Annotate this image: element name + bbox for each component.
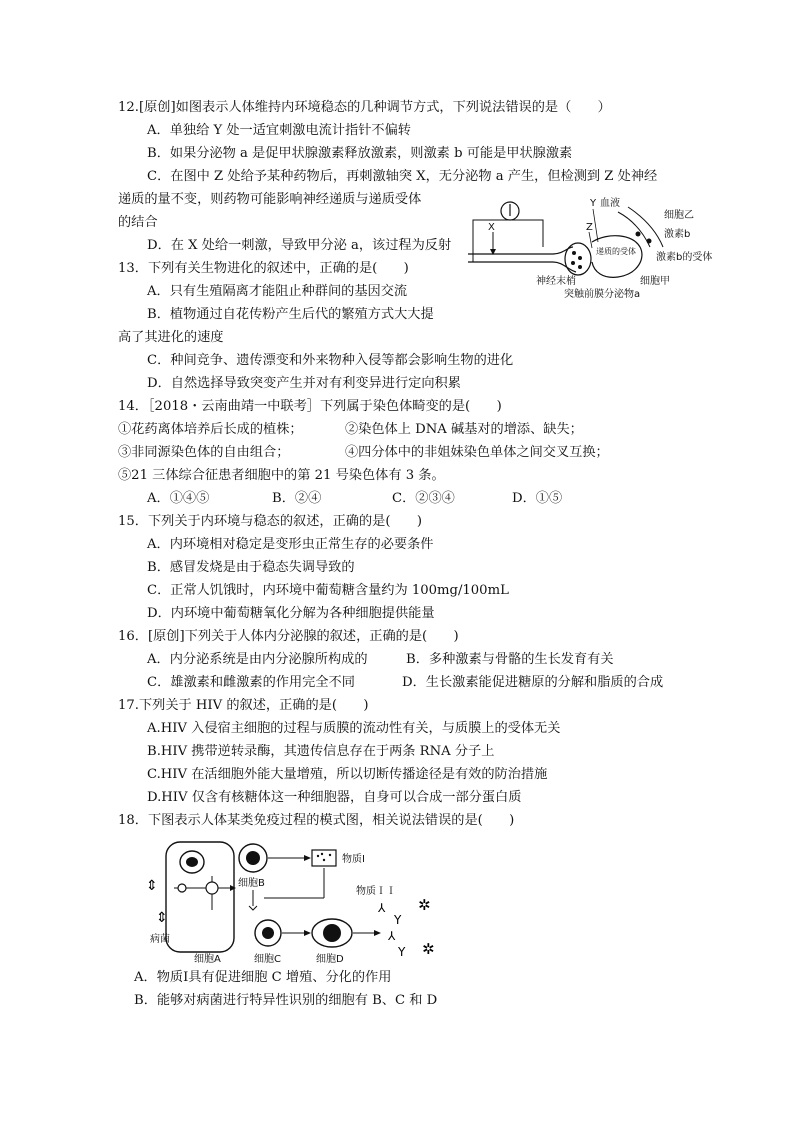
q17-option-c: C.HIV 在活细胞外能大量增殖，所以切断传播途径是有效的防治措施 — [147, 767, 548, 782]
svg-text:✲: ✲ — [422, 940, 435, 958]
q18-label-cell-d: 细胞D — [316, 954, 344, 965]
svg-text:⇕: ⇕ — [156, 910, 168, 926]
q12-option-a: A．单独给 Y 处一适宜刺激电流计指针不偏转 — [147, 123, 411, 138]
q15-option-a: A．内环境相对稳定是变形虫正常生存的必要条件 — [147, 537, 434, 552]
q17-option-b: B.HIV 携带逆转录酶，其遗传信息存在于两条 RNA 分子上 — [147, 744, 495, 759]
q12-option-d: D．在 X 处给一刺激，导致甲分泌 a，该过程为反射 — [147, 238, 452, 253]
q15-stem: 15．下列关于内环境与稳态的叙述，正确的是( ) — [118, 514, 423, 529]
q18-label-substance1: 物质Ⅰ — [342, 854, 365, 865]
q12-stem: 12.[原创]如图表示人体维持内环境稳态的几种调节方式，下列说法错误的是（ ） — [118, 100, 611, 115]
q12-label-z: Z — [586, 222, 593, 233]
q14-option-a: A．①④⑤ — [147, 491, 210, 506]
q14-item-4: ④四分体中的非姐妹染色单体之间交叉互换； — [345, 445, 609, 460]
q13-option-b-cont: 高了其进化的速度 — [118, 330, 224, 345]
q13-option-b: B．植物通过自花传粉产生后代的繁殖方式大大提 — [147, 307, 434, 322]
q15-option-d: D．内环境中葡萄糖氧化分解为各种细胞提供能量 — [147, 606, 435, 621]
q17-option-a: A.HIV 入侵宿主细胞的过程与质膜的流动性有关，与质膜上的受体无关 — [147, 721, 561, 736]
q14-item-5: ⑤21 三体综合征患者细胞中的第 21 号染色体有 3 条。 — [118, 468, 445, 483]
q12-label-blood: 血液 — [600, 198, 620, 209]
q16-option-c: C．雄激素和雌激素的作用完全不同 — [147, 675, 355, 690]
q14-option-d: D．①⑤ — [512, 491, 563, 506]
q12-label-hormone-b: 激素b — [664, 229, 691, 240]
q16-option-d: D．生长激素能促进糖原的分解和脂质的合成 — [402, 675, 664, 690]
q12-label-receptor: 递质的受体 — [596, 247, 636, 256]
q15-option-b: B．感冒发烧是由于稳态失调导致的 — [147, 560, 355, 575]
q12-label-cell-jia: 细胞甲 — [640, 276, 670, 287]
q13-option-d: D．自然选择导致突变产生并对有利变异进行定向积累 — [147, 376, 461, 391]
svg-text:⅄: ⅄ — [388, 929, 396, 943]
q12-label-y: Y — [590, 198, 597, 209]
q12-label-secretion: 突触前膜分泌物a — [564, 289, 641, 300]
q14-stem: 14．［2018・云南曲靖一中联考］下列属于染色体畸变的是( ) — [118, 399, 502, 414]
q16-option-a: A．内分泌系统是由内分泌腺所构成的 — [147, 652, 368, 667]
svg-text:Y: Y — [398, 945, 406, 959]
svg-text:Y: Y — [394, 913, 402, 927]
svg-text:⇕: ⇕ — [146, 878, 158, 894]
q14-item-1: ①花药离体培养后长成的植株； — [118, 422, 303, 437]
q12-label-hormone-b-receptor: 激素b的受体 — [656, 252, 713, 263]
q18-label-substance2: 物质ＩＩ — [356, 886, 396, 897]
q16-stem: 16．[原创]下列关于人体内分泌腺的叙述，正确的是( ) — [118, 629, 459, 644]
q14-option-b: B．②④ — [272, 491, 322, 506]
q12-option-b: B．如果分泌物 a 是促甲状腺激素释放激素，则激素 b 可能是甲状腺激素 — [147, 146, 573, 161]
q17-stem: 17.下列关于 HIV 的叙述，正确的是( ) — [118, 698, 369, 713]
q17-option-d: D.HIV 仅含有核糖体这一种细胞器，自身可以合成一部分蛋白质 — [147, 790, 522, 805]
q18-figure — [146, 838, 476, 968]
q12-figure — [468, 192, 718, 302]
q14-option-c: C．②③④ — [392, 491, 455, 506]
q13-stem: 13．下列有关生物进化的叙述中，正确的是( ) — [118, 261, 409, 276]
q14-item-3: ③非同源染色体的自由组合； — [118, 445, 290, 460]
q18-label-cell-a: 细胞A — [194, 954, 221, 965]
svg-text:⅄: ⅄ — [378, 901, 386, 915]
q16-option-b: B．多种激素与骨骼的生长发育有关 — [406, 652, 614, 667]
q14-item-2: ②染色体上 DNA 碱基对的增添、缺失； — [345, 422, 583, 437]
q12-option-c-cont2: 的结合 — [118, 215, 158, 230]
q15-option-c: C．正常人饥饿时，内环境中葡萄糖含量约为 100mg/100mL — [147, 583, 509, 598]
q18-label-cell-c: 细胞C — [254, 954, 281, 965]
q12-label-nerve-ending: 神经末梢 — [536, 276, 576, 287]
q18-stem: 18．下图表示人体某类免疫过程的模式图，相关说法错误的是( ) — [118, 813, 515, 828]
q12-option-c-cont: 递质的量不变，则药物可能影响神经递质与递质受体 — [118, 192, 422, 207]
q18-option-a: A．物质Ⅰ具有促进细胞 C 增殖、分化的作用 — [134, 970, 392, 985]
q18-option-b: B．能够对病菌进行特异性识别的细胞有 B、C 和 D — [134, 993, 438, 1008]
q13-option-c: C．种间竞争、遗传漂变和外来物种入侵等都会影响生物的进化 — [147, 353, 514, 368]
q12-option-c: C．在图中 Z 处给予某种药物后，再刺激轴突 X，无分泌物 a 产生，但检测到 Z 处神经 — [147, 169, 658, 184]
q18-label-cell-b: 细胞B — [238, 878, 265, 889]
q18-label-pathogen: 病菌 — [150, 934, 170, 945]
q12-label-x: X — [488, 222, 495, 233]
q13-option-a: A．只有生殖隔离才能阻止种群间的基因交流 — [147, 284, 408, 299]
q12-label-cell-yi: 细胞乙 — [664, 210, 694, 221]
svg-text:✲: ✲ — [418, 896, 431, 914]
